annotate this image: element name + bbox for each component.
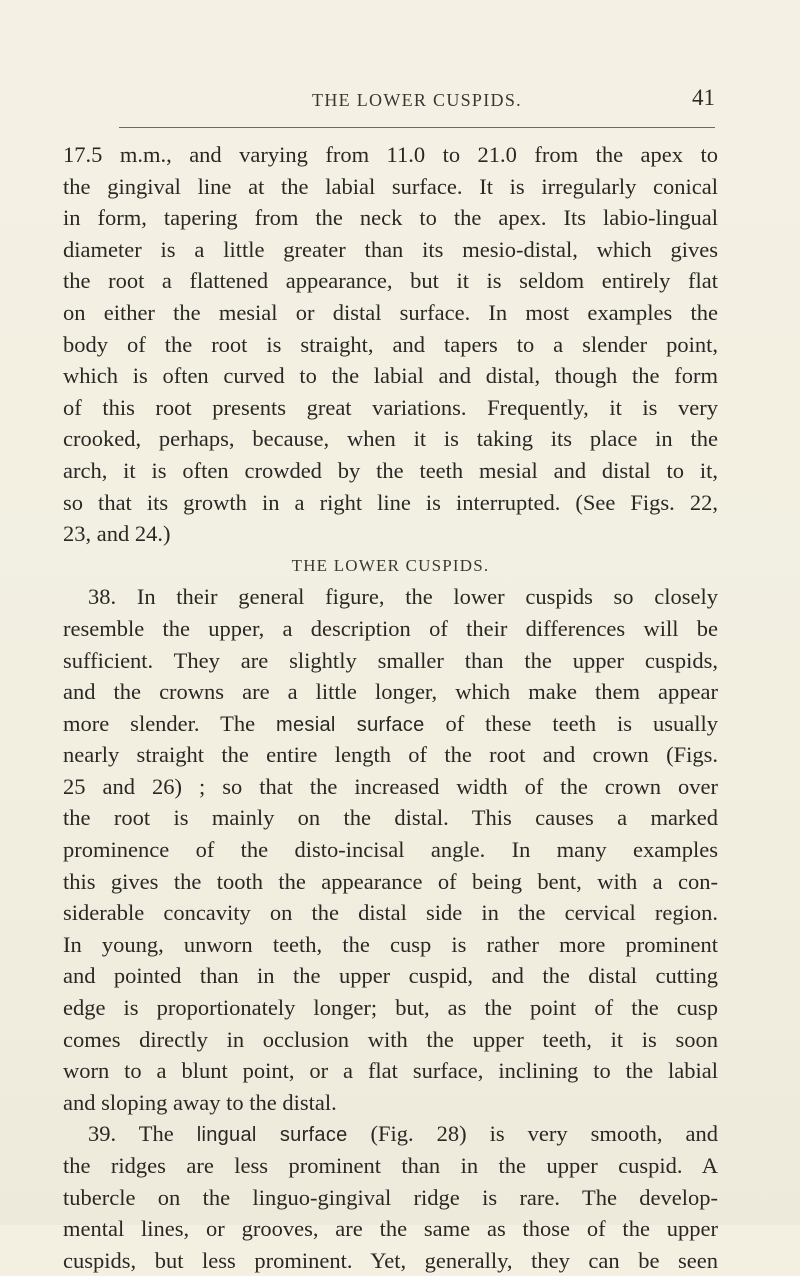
paragraph-38 bbox=[63, 581, 718, 1118]
text-line: of this root presents great variations. Frequently, it is very bbox=[63, 394, 718, 420]
text-line: on either the mesial or distal surface. In most examples the bbox=[63, 299, 718, 325]
intro-paragraph bbox=[63, 139, 718, 550]
text-line: edge is proportionately longer; but, as the point of the cusp bbox=[63, 995, 718, 1021]
text-line: the root is mainly on the distal. This causes a marked bbox=[63, 805, 718, 831]
text-line: siderable concavity on the distal side in the cervical region. bbox=[63, 900, 718, 926]
text-line: 23, and 24.) bbox=[63, 521, 171, 547]
text-line: 25 and 26) ; so that the increased width of the crown over bbox=[63, 773, 718, 799]
header-rule bbox=[119, 127, 715, 128]
text-line: comes directly in occlusion with the upper teeth, it is soon bbox=[63, 1026, 718, 1052]
running-title: THE LOWER CUSPIDS. bbox=[312, 90, 522, 110]
paragraph-39 bbox=[63, 1118, 718, 1276]
text-run: more slender. The bbox=[63, 710, 277, 736]
text-line: crooked, perhaps, because, when it is taking its place in the bbox=[63, 426, 718, 452]
text-line: resemble the upper, a description of their differences will be bbox=[63, 615, 718, 641]
text-line: cuspids, but less prominent. Yet, generally, they can be seen bbox=[63, 1247, 718, 1273]
text-line: which is often curved to the labial and distal, though the form bbox=[63, 363, 718, 389]
text-line: tubercle on the linguo-gingival ridge is rare. The develop- bbox=[63, 1184, 718, 1210]
text-line: sufficient. They are slightly smaller than the upper cuspids, bbox=[63, 647, 718, 673]
text-line: and sloping away to the distal. bbox=[63, 1089, 337, 1115]
text-line: nearly straight the entire length of the root and crown (Figs. bbox=[63, 742, 718, 768]
running-head bbox=[119, 84, 715, 114]
text-line: in form, tapering from the neck to the apex. Its labio-lingual bbox=[63, 205, 718, 231]
text-line: 17.5 m.m., and varying from 11.0 to 21.0 from the apex to bbox=[63, 142, 718, 167]
text-line: the ridges are less prominent than in the upper cuspid. A bbox=[63, 1153, 718, 1178]
text-line bbox=[63, 708, 718, 740]
body-text bbox=[63, 139, 718, 1276]
section-heading: THE LOWER CUSPIDS. bbox=[291, 555, 490, 575]
text-line: worn to a blunt point, or a flat surface, inclining to the labial bbox=[63, 1058, 718, 1084]
text-line: this gives the tooth the appearance of being bent, with a con- bbox=[63, 868, 718, 894]
term-lingual-surface: lingual surface bbox=[196, 1124, 348, 1147]
text-line: diameter is a little greater than its mesio-distal, which gives bbox=[63, 236, 718, 262]
text-line: mental lines, or grooves, are the same as those of the upper bbox=[63, 1216, 718, 1242]
text-line: prominence of the disto-incisal angle. In many examples bbox=[63, 837, 718, 863]
text-line: and pointed than in the upper cuspid, and the distal cutting bbox=[63, 963, 718, 989]
text-line: body of the root is straight, and tapers to a slender point, bbox=[63, 331, 718, 357]
text-line: In young, unworn teeth, the cusp is rather more prominent bbox=[63, 931, 718, 957]
text-line: the root a flattened appearance, but it is seldom entirely flat bbox=[63, 268, 718, 294]
text-run: (Fig. 28) is very smooth, and bbox=[347, 1121, 719, 1147]
text-line: the gingival line at the labial surface. It is irregularly conical bbox=[63, 173, 718, 199]
text-line: 38. In their general figure, the lower cuspids so closely bbox=[88, 584, 718, 610]
term-mesial-surface: mesial surface bbox=[276, 713, 425, 736]
text-line: arch, it is often crowded by the teeth mesial and distal to it, bbox=[63, 457, 718, 483]
page-number: 41 bbox=[692, 85, 715, 110]
text-line bbox=[63, 1118, 718, 1150]
text-line: so that its growth in a right line is interrupted. (See Figs. 22, bbox=[63, 489, 718, 515]
text-run: 39. The bbox=[88, 1121, 197, 1147]
text-line: and the crowns are a little longer, which make them appear bbox=[63, 679, 718, 705]
text-run: of these teeth is usually bbox=[424, 710, 718, 736]
